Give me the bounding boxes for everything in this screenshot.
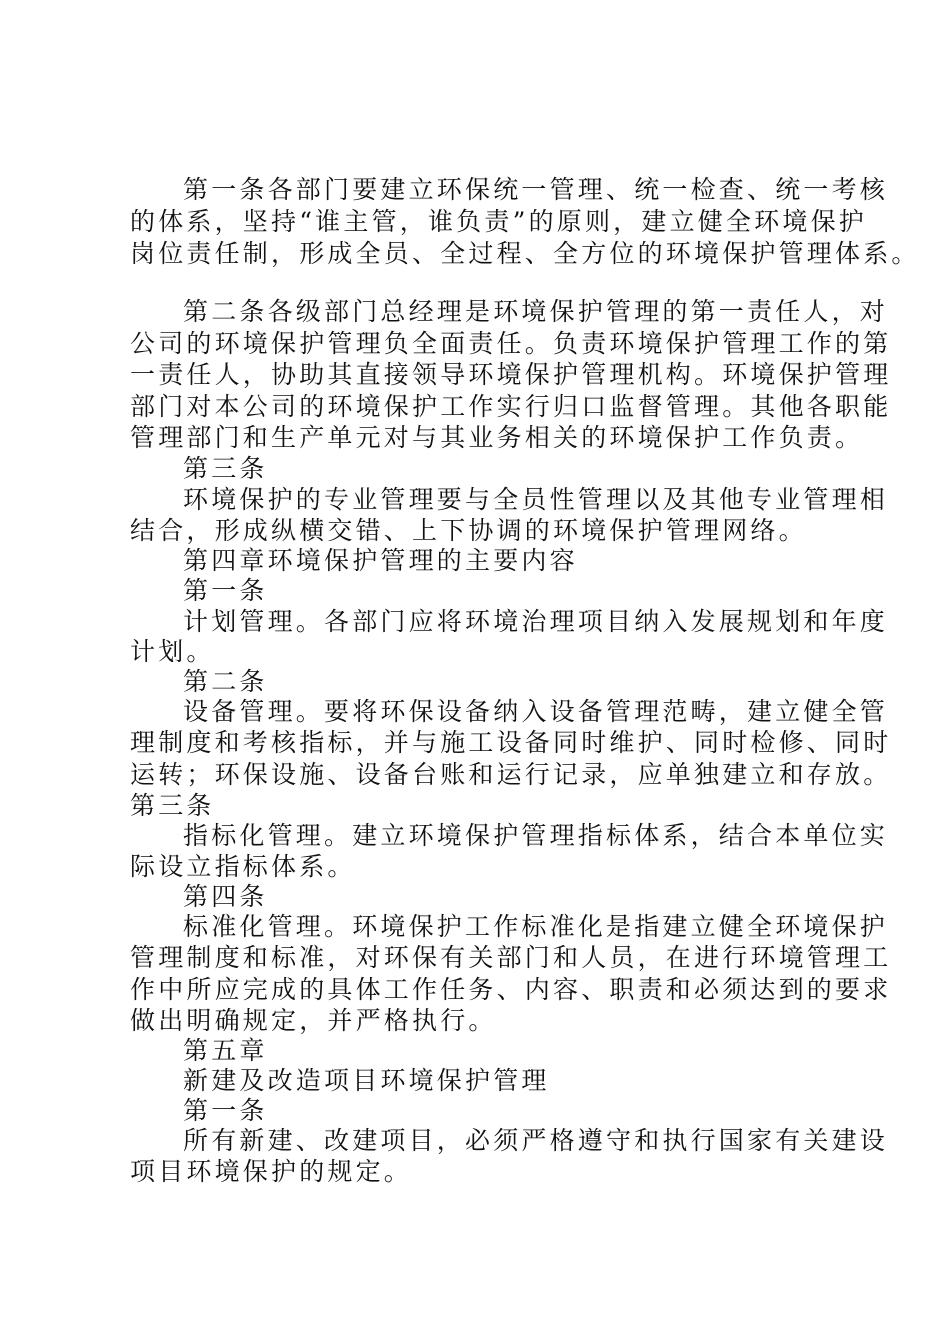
- text-line: 一责任人，协助其直接领导环境保护管理机构。环境保护管理: [130, 360, 892, 389]
- text-line: 作中所应完成的具体工作任务、内容、职责和必须达到的要求: [130, 975, 892, 1004]
- text-line: 的体系，坚持“谁主管，谁负责”的原则，建立健全环境保护: [130, 207, 867, 236]
- text-line: 项目环境保护的规定。: [130, 1157, 413, 1186]
- text-line: 管理部门和生产单元对与其业务相关的环境保护工作负责。: [130, 423, 864, 452]
- text-line: 管理制度和标准，对环保有关部门和人员，在进行环境管理工: [130, 943, 892, 972]
- text-line: 所有新建、改建项目，必须严格遵守和执行国家有关建设: [183, 1126, 889, 1155]
- text-line: 运转；环保设施、设备台账和运行记录，应单独建立和存放。: [130, 760, 892, 789]
- article-heading: 第一条: [183, 576, 268, 605]
- article-heading: 第三条: [130, 791, 215, 820]
- article-heading: 第三条: [183, 454, 268, 483]
- text-line: 第一条各部门要建立环保统一管理、统一检查、统一考核: [183, 175, 889, 204]
- article-heading: 第二条: [183, 667, 268, 696]
- text-line: 第二条各级部门总经理是环境保护管理的第一责任人，对: [183, 297, 889, 326]
- text-line: 环境保护的专业管理要与全员性管理以及其他专业管理相: [183, 485, 889, 514]
- chapter-heading: 第四章环境保护管理的主要内容: [183, 546, 578, 575]
- text-line: 际设立指标体系。: [130, 852, 356, 881]
- text-line: 公司的环境保护管理负全面责任。负责环境保护管理工作的第: [130, 329, 892, 358]
- text-line: 岗位责任制，形成全员、全过程、全方位的环境保护管理体系。: [130, 239, 920, 268]
- text-line: 设备管理。要将环保设备纳入设备管理范畴，建立健全管: [183, 697, 889, 726]
- text-line: 计划管理。各部门应将环境治理项目纳入发展规划和年度: [183, 607, 889, 636]
- text-line: 部门对本公司的环境保护工作实行归口监督管理。其他各职能: [130, 392, 892, 421]
- chapter-heading: 第五章: [183, 1036, 268, 1065]
- text-line: 做出明确规定，并严格执行。: [130, 1006, 497, 1035]
- article-heading: 第一条: [183, 1096, 268, 1125]
- text-line: 结合，形成纵横交错、上下协调的环境保护管理网络。: [130, 516, 807, 545]
- article-heading: 第四条: [183, 882, 268, 911]
- text-line: 标准化管理。环境保护工作标准化是指建立健全环境保护: [183, 912, 889, 941]
- text-line: 理制度和考核指标，并与施工设备同时维护、同时检修、同时: [130, 728, 892, 757]
- text-line: 指标化管理。建立环境保护管理指标体系，结合本单位实: [183, 821, 889, 850]
- text-line: 计划。: [130, 637, 215, 666]
- chapter-title: 新建及改造项目环境保护管理: [183, 1066, 550, 1095]
